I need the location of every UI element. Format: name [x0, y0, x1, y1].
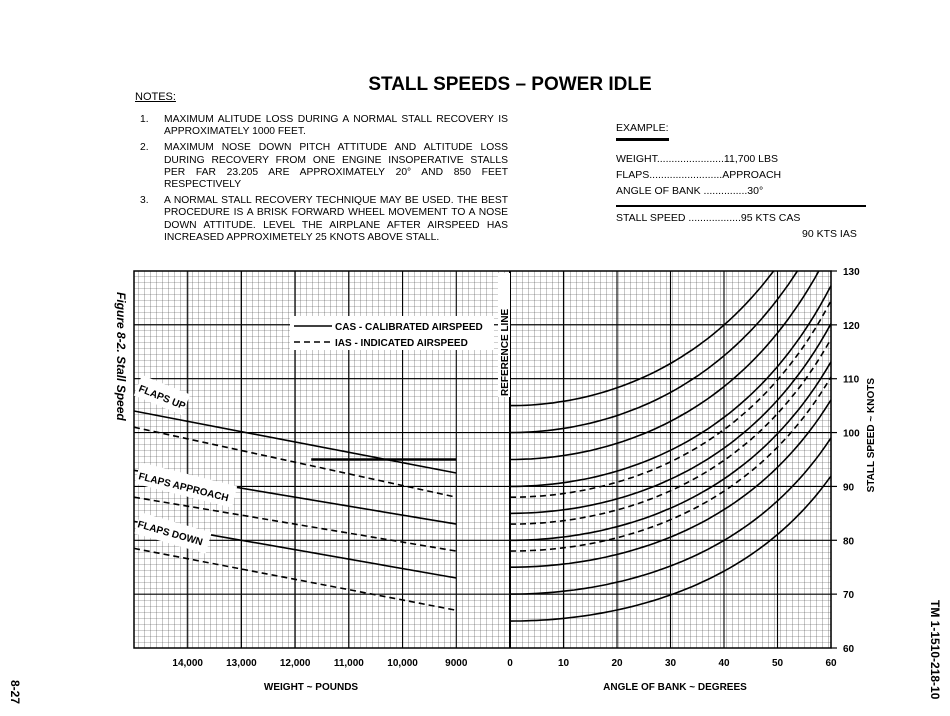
x-tick-label: 13,000 — [226, 658, 257, 669]
y-tick-label: 130 — [843, 267, 860, 278]
y-tick-label: 70 — [843, 590, 855, 602]
y-tick-label: 110 — [843, 374, 860, 386]
yaxis-title: STALL SPEED ~ KNOTS — [866, 378, 877, 493]
x-tick-label: 40 — [718, 658, 730, 669]
x-tick-label: 0 — [507, 658, 513, 669]
example-angle: ANGLE OF BANK ...............30° — [616, 185, 764, 197]
right-xaxis-title: ANGLE OF BANK ~ DEGREES — [603, 682, 747, 693]
y-tick-label: 80 — [843, 536, 855, 548]
flaps-up-label: FLAPS UP — [136, 383, 187, 413]
example-heading: EXAMPLE: — [616, 120, 669, 141]
note-text: MAXIMUM NOSE DOWN PITCH ATTITUDE AND ALTITUDE LOSS DURING RECOVERY FROM ONE ENGINE INSOPERATIVE STALLS PER FAR 23.205 ARE APPROXIMATELY 20° AND 850 FEET RESPECTIVELY — [164, 142, 508, 191]
page-number: 8-27 — [8, 680, 22, 705]
notes-heading: NOTES: — [135, 91, 176, 103]
example-flaps: FLAPS.........................APPROACH — [616, 169, 782, 181]
x-tick-label: 50 — [771, 658, 784, 669]
x-tick-label: 14,000 — [172, 658, 204, 669]
document-id: TM 1-1510-218-10 — [928, 600, 942, 700]
left-xaxis-title: WEIGHT ~ POUNDS — [263, 682, 359, 693]
y-tick-label: 90 — [843, 482, 855, 494]
y-tick-label: 60 — [843, 644, 855, 655]
page-title: STALL SPEEDS – POWER IDLE — [368, 74, 652, 95]
reference-line-label: REFERENCE LINE — [500, 308, 511, 396]
legend-cas-label: CAS - CALIBRATED AIRSPEED — [335, 322, 483, 333]
y-tick-label: 100 — [843, 428, 860, 440]
example-stall-cas: STALL SPEED ..................95 KTS CAS — [616, 212, 801, 224]
x-tick-label: 10 — [557, 658, 570, 669]
example-stall-ias: 90 KTS IAS — [802, 228, 857, 240]
x-tick-label: 30 — [664, 658, 677, 669]
legend-ias-label: IAS - INDICATED AIRSPEED — [335, 338, 468, 349]
x-tick-label: 60 — [825, 658, 837, 669]
flaps-down-label: FLAPS DOWN — [136, 519, 204, 549]
x-tick-label: 12,000 — [279, 658, 311, 669]
figure-caption: Figure 8-2. Stall Speed — [114, 292, 128, 421]
x-tick-label: 10,000 — [387, 658, 418, 669]
x-tick-label: 9000 — [445, 658, 468, 669]
legend — [290, 316, 494, 350]
y-tick-label: 120 — [843, 320, 860, 332]
note-number: 3. — [140, 195, 149, 207]
note-number: 2. — [140, 142, 149, 154]
x-tick-label: 20 — [611, 658, 623, 669]
x-tick-label: 11,000 — [333, 658, 364, 669]
example-weight: WEIGHT.......................11,700 LBS — [616, 153, 779, 165]
note-text: MAXIMUM ALITUDE LOSS DURING A NORMAL STALL RECOVERY IS APPROXIMATELY 1000 FEET. — [164, 114, 508, 138]
note-number: 1. — [140, 114, 149, 125]
flaps-approach-label: FLAPS APPROACH — [137, 471, 230, 505]
note-text: A NORMAL STALL RECOVERY TECHNIQUE MAY BE USED. THE BEST PROCEDURE IS A BRISK FORWARD WHEEL MOVEMENT TO A NOSE DOWN ATTITUDE. LEVEL THE AIRPLANE AFTER AIRSPEED HAS INCREASED APPROXIMETELY 25 KNOTS ABOVE STALL. — [164, 195, 508, 243]
